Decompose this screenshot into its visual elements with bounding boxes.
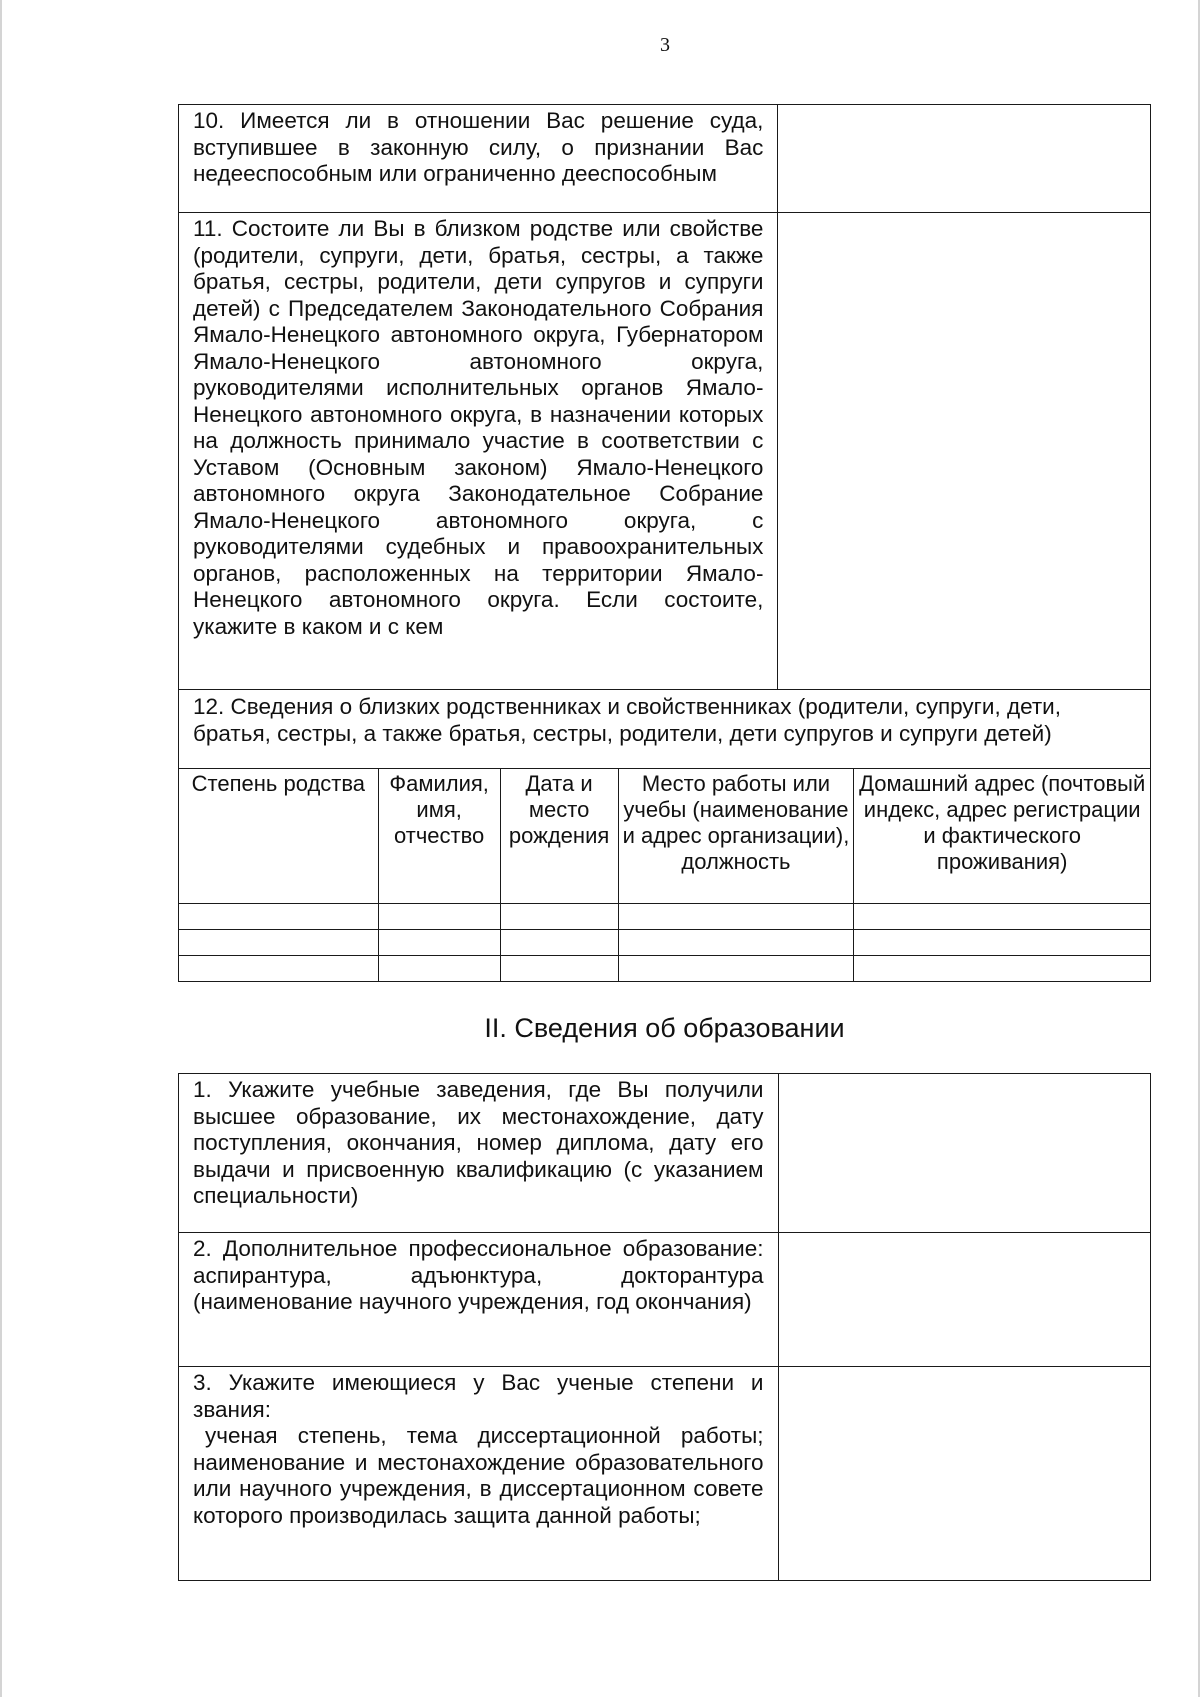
education-q2-cell <box>179 1233 779 1367</box>
question-row-12 <box>179 690 1151 769</box>
relatives-row <box>179 956 1151 982</box>
education-row-2 <box>179 1233 1151 1367</box>
relatives-cell[interactable] <box>378 904 500 930</box>
question-10-text: 10. Имеется ли в отношении Вас решение суда, вступившее в законную силу, о признании Вас недееспособным или ограниченно дееспособным <box>193 108 764 186</box>
question-12-cell <box>179 690 1151 769</box>
relatives-cell[interactable] <box>618 956 854 982</box>
relatives-cell[interactable] <box>854 904 1151 930</box>
relatives-col-work: Место работы или учебы (наименование и адрес организации), должность <box>618 769 854 904</box>
relatives-cell[interactable] <box>854 956 1151 982</box>
question-row-11 <box>179 213 1151 690</box>
relatives-col-address: Домашний адрес (почтовый индекс, адрес регистрации и фактического проживания) <box>854 769 1151 904</box>
education-q3-cell <box>179 1367 779 1581</box>
relatives-cell[interactable] <box>179 956 379 982</box>
education-q3-body <box>193 1423 764 1529</box>
education-row-3 <box>179 1367 1151 1581</box>
relatives-row <box>179 904 1151 930</box>
question-11-text: 11. Состоите ли Вы в близком родстве или свойстве (родители, супруги, дети, братья, сестры, а также братья, сестры, родители, дети супругов и супруги детей) с Председателем Законодательного Собрания Ямало-Ненецкого автономного округа, Губернатором Ямало-Ненецкого автономного округа, руководителями исполнительных органов Ямало-Ненецкого автономного округа, в назначении которых на должность принимало участие в соответствии с Уставом (Основным законом) Ямало-Ненецкого автономного округа Законодательное Собрание Ямало-Ненецкого автономного округа, с руководителями судебных и правоохранительных органов, расположенных на территории Ямало-Ненецкого автономного округа. Если состоите, укажите в каком и с кем <box>193 216 764 639</box>
relatives-col-birth: Дата и место рождения <box>500 769 618 904</box>
question-12-text: 12. Сведения о близких родственниках и свойственниках (родители, супруги, дети, братья, сестры, а также братья, сестры, родители, дети супругов и супруги детей) <box>193 694 1061 746</box>
relatives-cell[interactable] <box>618 930 854 956</box>
question-10-cell <box>179 105 778 213</box>
question-11-cell <box>179 213 778 690</box>
relatives-cell[interactable] <box>500 930 618 956</box>
relatives-col-name: Фамилия, имя, отчество <box>378 769 500 904</box>
education-a1-field[interactable] <box>778 1074 1151 1233</box>
answer-10-field[interactable] <box>778 105 1151 213</box>
education-q3-body-text: ученая степень, тема диссертационной работы; наименование и местонахождение образовательного или научного учреждения, в диссертационном совете которого производилась защита данной работы; <box>193 1423 764 1528</box>
relatives-row <box>179 930 1151 956</box>
relatives-cell[interactable] <box>500 956 618 982</box>
education-table <box>178 1073 1151 1581</box>
relatives-cell[interactable] <box>500 904 618 930</box>
education-q1-cell <box>179 1074 779 1233</box>
personal-info-table <box>178 104 1151 982</box>
relatives-cell[interactable] <box>179 904 379 930</box>
relatives-header-row <box>179 769 1151 904</box>
answer-11-field[interactable] <box>778 213 1151 690</box>
relatives-cell[interactable] <box>378 956 500 982</box>
relatives-cell[interactable] <box>378 930 500 956</box>
education-a3-field[interactable] <box>778 1367 1151 1581</box>
education-a2-field[interactable] <box>778 1233 1151 1367</box>
relatives-cell[interactable] <box>618 904 854 930</box>
relatives-cell[interactable] <box>854 930 1151 956</box>
section-2-heading: II. Сведения об образовании <box>484 1013 845 1043</box>
page-number: 3 <box>660 34 670 56</box>
education-q2-text: 2. Дополнительное профессиональное образование: аспирантура, адъюнктура, докторантура (наименование научного учреждения, год окончания) <box>193 1236 764 1314</box>
education-row-1 <box>179 1074 1151 1233</box>
education-q3-intro: 3. Укажите имеющиеся у Вас ученые степени и звания: <box>193 1370 764 1422</box>
relatives-col-degree: Степень родства <box>179 769 379 904</box>
relatives-cell[interactable] <box>179 930 379 956</box>
question-row-10 <box>179 105 1151 213</box>
education-q1-text: 1. Укажите учебные заведения, где Вы получили высшее образование, их местонахождение, дату поступления, окончания, номер диплома, дату его выдачи и присвоенную квалификацию (с указанием специальности) <box>193 1077 764 1208</box>
